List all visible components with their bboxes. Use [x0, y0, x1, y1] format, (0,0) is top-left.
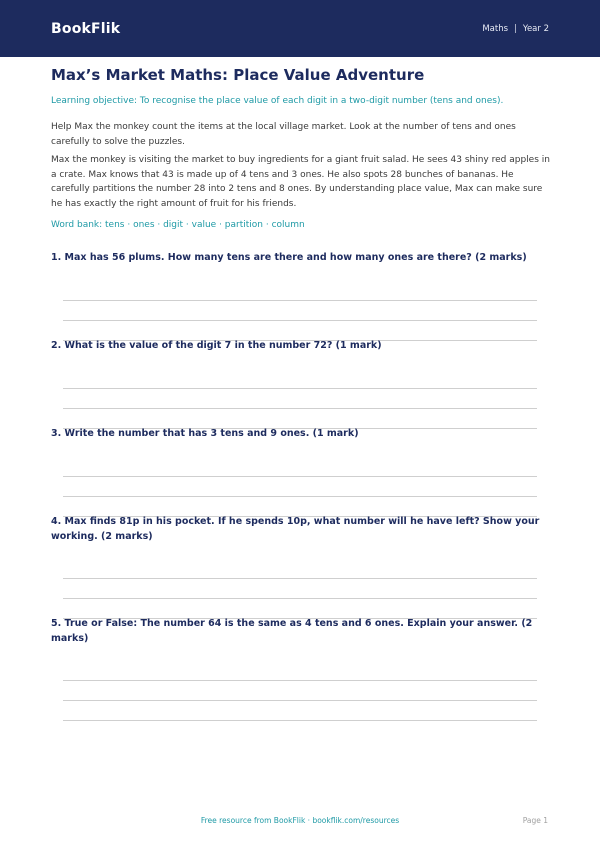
answer-line[interactable] [63, 598, 537, 599]
story-paragraph: Max the monkey is visiting the market to buy ingredients for a giant fruit salad. He sees 43 shiny red apples in a crate. Max knows that 43 is made up of 4 tens and 3 ones. He also spots 28 bunches of bananas. He carefully partitions the number 28 into 2 tens and 8 ones. By understanding place value, Max can make sure he has exactly the right amount of fruit for his friends. [51, 155, 550, 209]
page-number: Page 1 [522, 816, 548, 825]
page-footer [0, 816, 600, 830]
answer-line[interactable] [63, 700, 537, 701]
question-1: 1. Max has 56 plums. How many tens are there and how many ones are there? (2 marks) [51, 252, 527, 263]
year-label: Year 2 [522, 23, 549, 34]
question-5: 5. True or False: The number 64 is the same as 4 tens and 6 ones. Explain your answer. (2 marks) [51, 618, 533, 644]
answer-line[interactable] [63, 720, 537, 721]
answer-line[interactable] [63, 388, 537, 389]
page-title: Max’s Market Maths: Place Value Adventure [51, 66, 425, 84]
question-2: 2. What is the value of the digit 7 in the number 72? (1 mark) [51, 340, 382, 351]
answer-line[interactable] [63, 578, 537, 579]
subject-label: Maths [482, 23, 509, 34]
answer-line[interactable] [63, 496, 537, 497]
brand-logo: BookFlik [51, 20, 121, 37]
answer-line[interactable] [63, 408, 537, 409]
learning-objective: Learning objective: To recognise the place value of each digit in a two-digit number (tens and ones). [51, 96, 504, 106]
footer-link[interactable]: Free resource from BookFlik · bookflik.com/resources [200, 816, 400, 825]
answer-line[interactable] [63, 680, 537, 681]
word-bank: Word bank: tens · ones · digit · value · partition · column [51, 220, 305, 230]
header-separator: | [514, 23, 517, 34]
question-3: 3. Write the number that has 3 tens and 9 ones. (1 mark) [51, 428, 359, 439]
question-4: 4. Max finds 81p in his pocket. If he spends 10p, what number will he have left? Show your working. (2 marks) [51, 516, 540, 542]
answer-line[interactable] [63, 300, 537, 301]
answer-line[interactable] [63, 320, 537, 321]
header-meta [482, 24, 549, 34]
intro-paragraph: Help Max the monkey count the items at the local village market. Look at the number of tens and ones carefully to solve the puzzles. [51, 122, 516, 147]
answer-line[interactable] [63, 476, 537, 477]
page-header [0, 0, 600, 57]
